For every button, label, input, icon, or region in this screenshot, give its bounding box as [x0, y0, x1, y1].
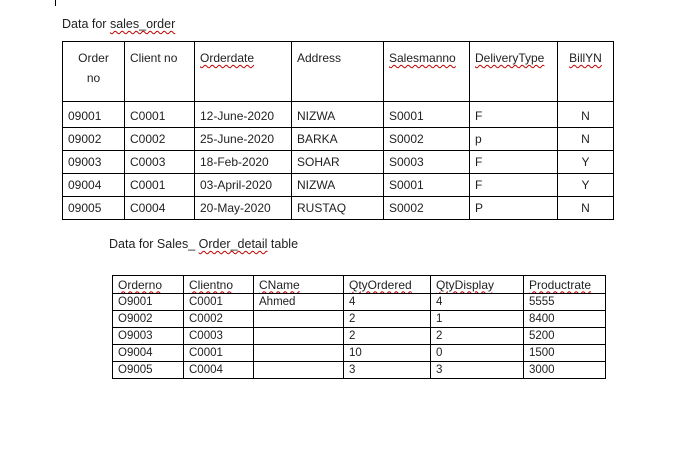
cell: C0003 [125, 151, 195, 174]
cell: O9002 [113, 311, 184, 328]
header-cell: Productrate [524, 276, 606, 294]
cell: 3 [431, 362, 524, 379]
table-row [113, 294, 606, 311]
sales-order-table [62, 41, 614, 220]
cell: 1500 [524, 345, 606, 362]
cell: O9003 [113, 328, 184, 345]
cell: 09001 [63, 102, 125, 128]
cell: 3 [344, 362, 431, 379]
cell: S0001 [384, 174, 470, 197]
cell: C0002 [184, 311, 254, 328]
cell: P [470, 197, 558, 220]
cell: S0001 [384, 102, 470, 128]
cell: 5200 [524, 328, 606, 345]
cell: C0001 [184, 294, 254, 311]
caption-table-name: sales_order [109, 17, 176, 31]
caption-table-name: Order_detail [198, 237, 268, 251]
header-cell: Orderno [113, 276, 184, 294]
cell: 0 [431, 345, 524, 362]
cell: RUSTAQ [292, 197, 384, 220]
cell: 5555 [524, 294, 606, 311]
table-row [63, 102, 614, 128]
caption-prefix: Data for [62, 17, 110, 31]
table-row [113, 311, 606, 328]
header-cell: Orderdate [195, 42, 292, 102]
header-cell: Salesmanno [384, 42, 470, 102]
cell: SOHAR [292, 151, 384, 174]
cell: 1 [431, 311, 524, 328]
table-row [113, 362, 606, 379]
caption-suffix: table [267, 237, 299, 251]
cell: S0002 [384, 197, 470, 220]
header-cell: Address [292, 42, 384, 102]
table-row [63, 174, 614, 197]
table-header-row [63, 42, 614, 102]
header-cell: QtyDisplay [431, 276, 524, 294]
cell: Y [558, 174, 614, 197]
cell [254, 311, 344, 328]
cell: F [470, 174, 558, 197]
cell: F [470, 151, 558, 174]
cell: 09005 [63, 197, 125, 220]
cell: 2 [431, 328, 524, 345]
cell: C0002 [125, 128, 195, 151]
cell: NIZWA [292, 102, 384, 128]
cell: S0002 [384, 128, 470, 151]
cell: 4 [431, 294, 524, 311]
cell: 2 [344, 311, 431, 328]
table-row [63, 128, 614, 151]
caption-prefix: Data for Sales_ [109, 237, 199, 251]
cell: 2 [344, 328, 431, 345]
cell: Ahmed [254, 294, 344, 311]
cell: 12-June-2020 [195, 102, 292, 128]
cell: 3000 [524, 362, 606, 379]
header-cell: DeliveryType [470, 42, 558, 102]
cell: C0003 [184, 328, 254, 345]
cell: 09003 [63, 151, 125, 174]
table-header-row [113, 276, 606, 294]
cell [254, 362, 344, 379]
sales-order-detail-table [112, 275, 606, 379]
cell: 25-June-2020 [195, 128, 292, 151]
header-cell: Client no [125, 42, 195, 102]
cell: 09004 [63, 174, 125, 197]
table-row [63, 197, 614, 220]
cell: 8400 [524, 311, 606, 328]
caption-sales-order [62, 17, 175, 31]
cell: 10 [344, 345, 431, 362]
cell: C0004 [125, 197, 195, 220]
header-cell: Clientno [184, 276, 254, 294]
cell: N [558, 102, 614, 128]
cell: BARKA [292, 128, 384, 151]
cell [254, 328, 344, 345]
cell: C0001 [125, 102, 195, 128]
cell: S0003 [384, 151, 470, 174]
cell: O9005 [113, 362, 184, 379]
cell: 18-Feb-2020 [195, 151, 292, 174]
header-cell: BillYN [558, 42, 614, 102]
cell: 09002 [63, 128, 125, 151]
caption-sales-order-detail [109, 237, 298, 251]
cell: C0004 [184, 362, 254, 379]
table-row [113, 345, 606, 362]
header-cell: CName [254, 276, 344, 294]
cell: NIZWA [292, 174, 384, 197]
cell: p [470, 128, 558, 151]
text-cursor [55, 0, 56, 6]
table-row [113, 328, 606, 345]
cell: N [558, 128, 614, 151]
cell: F [470, 102, 558, 128]
cell: 4 [344, 294, 431, 311]
table-row [63, 151, 614, 174]
cell: 20-May-2020 [195, 197, 292, 220]
cell: C0001 [184, 345, 254, 362]
header-cell: QtyOrdered [344, 276, 431, 294]
header-cell: Order no [63, 42, 125, 102]
cell: C0001 [125, 174, 195, 197]
cell: N [558, 197, 614, 220]
cell: 03-April-2020 [195, 174, 292, 197]
cell: O9001 [113, 294, 184, 311]
cell: O9004 [113, 345, 184, 362]
cell [254, 345, 344, 362]
cell: Y [558, 151, 614, 174]
